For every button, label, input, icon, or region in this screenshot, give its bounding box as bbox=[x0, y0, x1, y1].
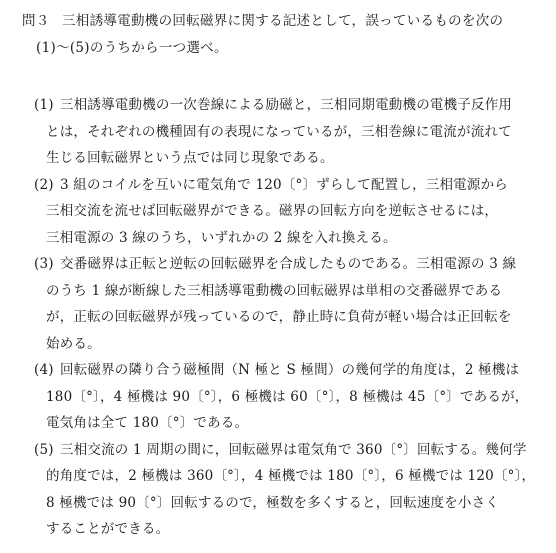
option-3 bbox=[34, 251, 534, 357]
option-1 bbox=[34, 92, 534, 172]
option-number: (2) bbox=[34, 176, 54, 193]
option-text-line: 三相電源の 3 線のうち，いずれかの 2 線を入れ換える。 bbox=[46, 229, 397, 246]
option-text-line: 始める。 bbox=[46, 335, 101, 352]
option-number: (4) bbox=[34, 362, 54, 378]
option-text-line: 三相交流を流せば回転磁界ができる。磁界の回転方向を逆転させるには， bbox=[46, 203, 499, 219]
option-text-line: 三相交流の 1 周期の間に，回転磁界は電気角で 360〔°〕回転する。幾何学 bbox=[60, 441, 527, 458]
option-text-line: 回転磁界の隣り合う磁極間（N 極と S 極間）の幾何学的角度は，2 極機は bbox=[60, 362, 520, 378]
option-text-line: 生じる回転磁界という点では同じ現象である。 bbox=[46, 150, 334, 166]
option-4 bbox=[34, 357, 534, 437]
option-text-line: 三相誘導電動機の一次巻線による励磁と，三相同期電動機の電機子反作用 bbox=[60, 97, 513, 113]
question-number: 問３ bbox=[22, 13, 50, 29]
option-2 bbox=[34, 172, 534, 252]
option-text-line: することができる。 bbox=[46, 521, 170, 537]
option-text-line: 的角度では，2 極機は 360〔°〕，4 極機では 180〔°〕，6 極機では 120〔°〕， bbox=[46, 468, 536, 484]
question-text-line-1: 三相誘導電動機の回転磁界に関する記述として，誤っているものを次の bbox=[62, 13, 504, 29]
option-number: (3) bbox=[34, 256, 54, 272]
question-stem bbox=[22, 8, 542, 62]
option-number: (5) bbox=[34, 441, 54, 458]
option-text-line: 交番磁界は正転と逆転の回転磁界を合成したものである。三相電源の 3 線 bbox=[60, 256, 517, 272]
option-5 bbox=[34, 437, 534, 543]
option-text-line: のうち 1 線が断線した三相誘導電動機の回転磁界は単相の交番磁界である bbox=[46, 282, 503, 299]
option-text-line: が，正転の回転磁界が残っているので，静止時に負荷が軽い場合は正回転を bbox=[46, 309, 512, 325]
option-text-line: 8 極機では 90〔°〕回転するので，極数を多くすると，回転速度を小さく bbox=[46, 494, 500, 511]
option-text-line: 電気角は全て 180〔°〕である。 bbox=[46, 415, 249, 431]
option-number: (1) bbox=[34, 97, 54, 113]
question-text-line-2: (1)～(5)のうちから一つ選べ。 bbox=[36, 40, 228, 56]
option-text-line: とは，それぞれの機種固有の表現になっているが，三相巻線に電流が流れて bbox=[46, 123, 512, 140]
answer-options bbox=[34, 92, 534, 543]
option-text-line: 180〔°〕，4 極機は 90〔°〕，6 極機は 60〔°〕，8 極機は 45〔°〕であるが， bbox=[46, 388, 529, 405]
option-text-line: 3 組のコイルを互いに電気角で 120〔°〕ずらして配置し，三相電源から bbox=[60, 176, 508, 193]
